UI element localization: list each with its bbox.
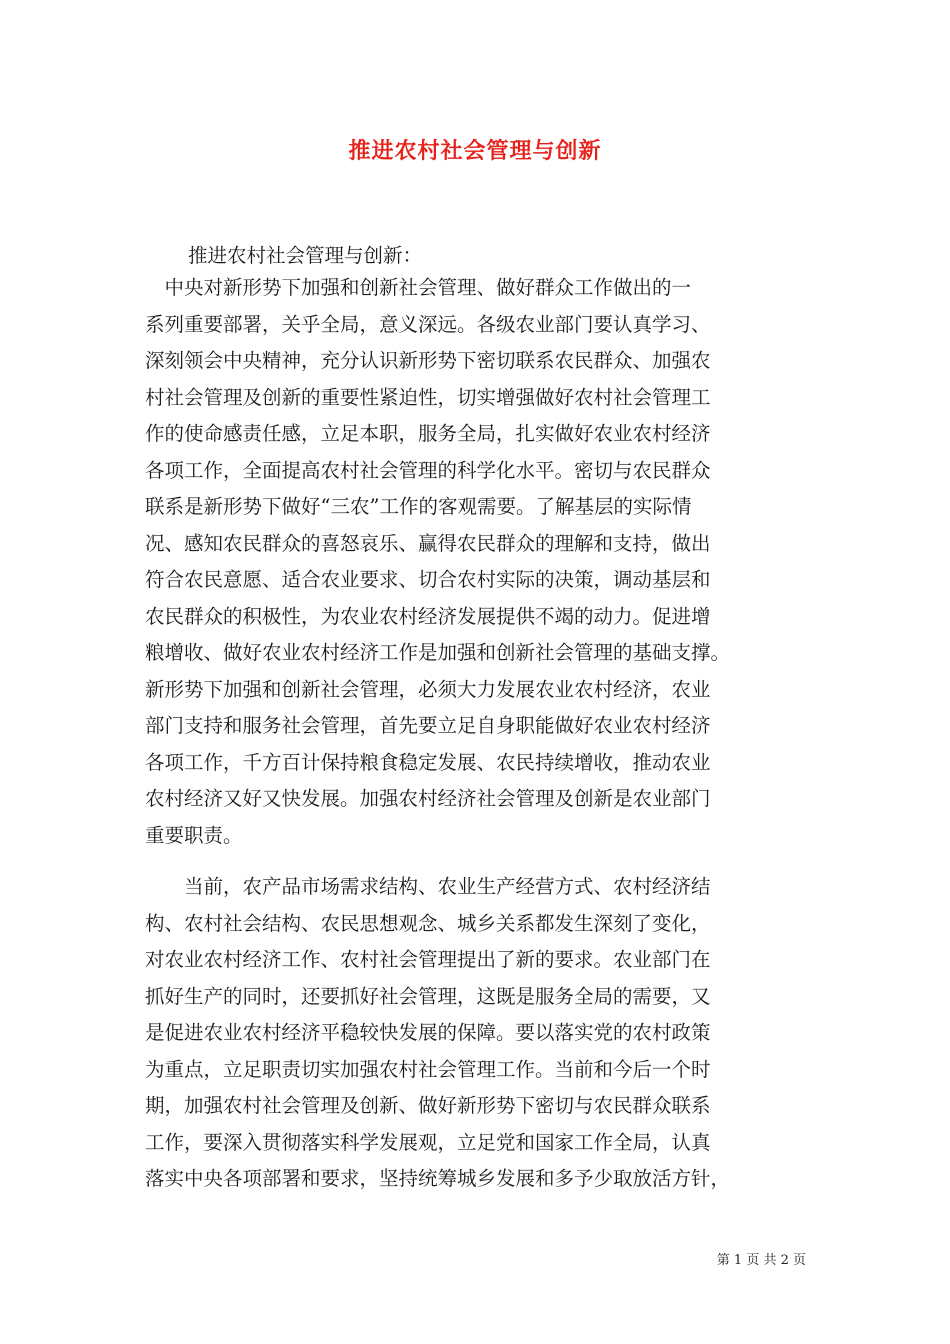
paragraph-2: 当前，农产品市场需求结构、农业生产经营方式、农村经济结 构、农村社会结构、农民思想观念、城乡关系都发生深刻了变化， 对农业农村经济工作、农村社会管理提出了新的要求。农业部门在 抓好生产的同时，还要抓好社会管理，这既是服务全局的需要，又 是促进农业农村经济平稳较快发展的保障。要以落实党的农村政策 为重点，立足职责切实加强农村社会管理工作。当前和今后一个时 期，加强农村社会管理及创新、做好新形势下密切与农民群众联系 工作，要深入贯彻落实科学发展观，立足党和国家工作全局，认真 落实中央各项部署和要求，坚持统筹城乡发展和多予少取放活方针， (145, 875, 731, 1190)
paragraph-1: 中央对新形势下加强和创新社会管理、做好群众工作做出的一 系列重要部署，关乎全局，意义深远。各级农业部门要认真学习、 深刻领会中央精神，充分认识新形势下密切联系农民群众、加强农 村社会管理及创新的重要性紧迫性，切实增强做好农村社会管理工 作的使命感责任感，立足本职，服务全局，扎实做好农业农村经济 各项工作，全面提高农村社会管理的科学化水平。密切与农民群众 联系是新形势下做好“三农”工作的客观需要。了解基层的实际情 况、感知农民群众的喜怒哀乐、赢得农民群众的理解和支持，做出 符合农民意愿、适合农业要求、切合农村实际的决策，调动基层和 农民群众的积极性，为农业农村经济发展提供不竭的动力。促进增 粮增收、做好农业农村经济工作是加强和创新社会管理的基础支撑。 新形势下加强和创新社会管理，必须大力发展农业农村经济，农业 部门支持和服务社会管理，首先要立足自身职能做好农业农村经济 各项工作，千方百计保持粮食稳定发展、农民持续增收，推动农业 农村经济又好又快发展。加强农村经济社会管理及创新是农业部门 重要职责。 (145, 276, 731, 847)
intro-line: 推进农村社会管理与创新： (188, 244, 423, 267)
page-number: 第 1 页 共 2 页 (716, 1253, 806, 1268)
document-title: 推进农村社会管理与创新 (348, 138, 602, 164)
